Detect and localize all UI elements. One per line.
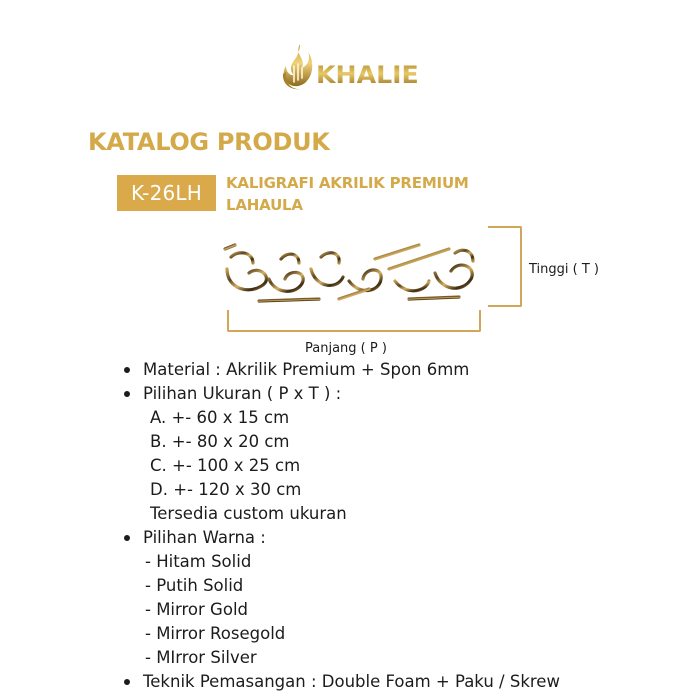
catalog-title: KATALOG PRODUK — [88, 128, 330, 156]
size-option: B. +- 80 x 20 cm — [150, 432, 290, 451]
bullet-icon — [124, 367, 130, 373]
bullet-icon — [124, 679, 130, 685]
color-option: - Hitam Solid — [145, 552, 252, 571]
color-option: - MIrror Silver — [145, 648, 257, 667]
custom-size-note: Tersedia custom ukuran — [150, 504, 347, 523]
spec-material: Material : Akrilik Premium + Spon 6mm — [120, 358, 680, 382]
height-bracket — [488, 226, 522, 307]
spec-installation: Teknik Pemasangan : Double Foam + Paku / Skrew — [120, 670, 680, 694]
size-option: C. +- 100 x 25 cm — [150, 456, 301, 475]
spec-size-heading: Pilihan Ukuran ( P x T ) : — [120, 382, 680, 406]
spec-list — [120, 358, 680, 694]
height-label: Tinggi ( T ) — [529, 262, 599, 277]
product-name — [226, 172, 526, 216]
product-name-line2: LAHAULA — [226, 196, 303, 214]
bullet-icon — [124, 391, 130, 397]
color-option: - Mirror Gold — [145, 600, 248, 619]
size-option: A. +- 60 x 15 cm — [150, 408, 290, 427]
brand-name: KHALIE — [316, 60, 419, 89]
size-option: D. +- 120 x 30 cm — [150, 480, 302, 499]
calligraphy-lahaula-image — [219, 229, 480, 307]
flame-logo-icon — [280, 42, 314, 94]
length-label: Panjang ( P ) — [305, 341, 387, 356]
bullet-icon — [124, 535, 130, 541]
product-code-badge: K-26LH — [117, 175, 216, 211]
spec-color-heading: Pilihan Warna : — [120, 526, 680, 550]
color-option: - Putih Solid — [145, 576, 244, 595]
length-bracket — [227, 310, 481, 332]
brand-logo — [280, 40, 430, 95]
product-name-line1: KALIGRAFI AKRILIK PREMIUM — [226, 174, 469, 192]
color-option: - Mirror Rosegold — [145, 624, 286, 643]
